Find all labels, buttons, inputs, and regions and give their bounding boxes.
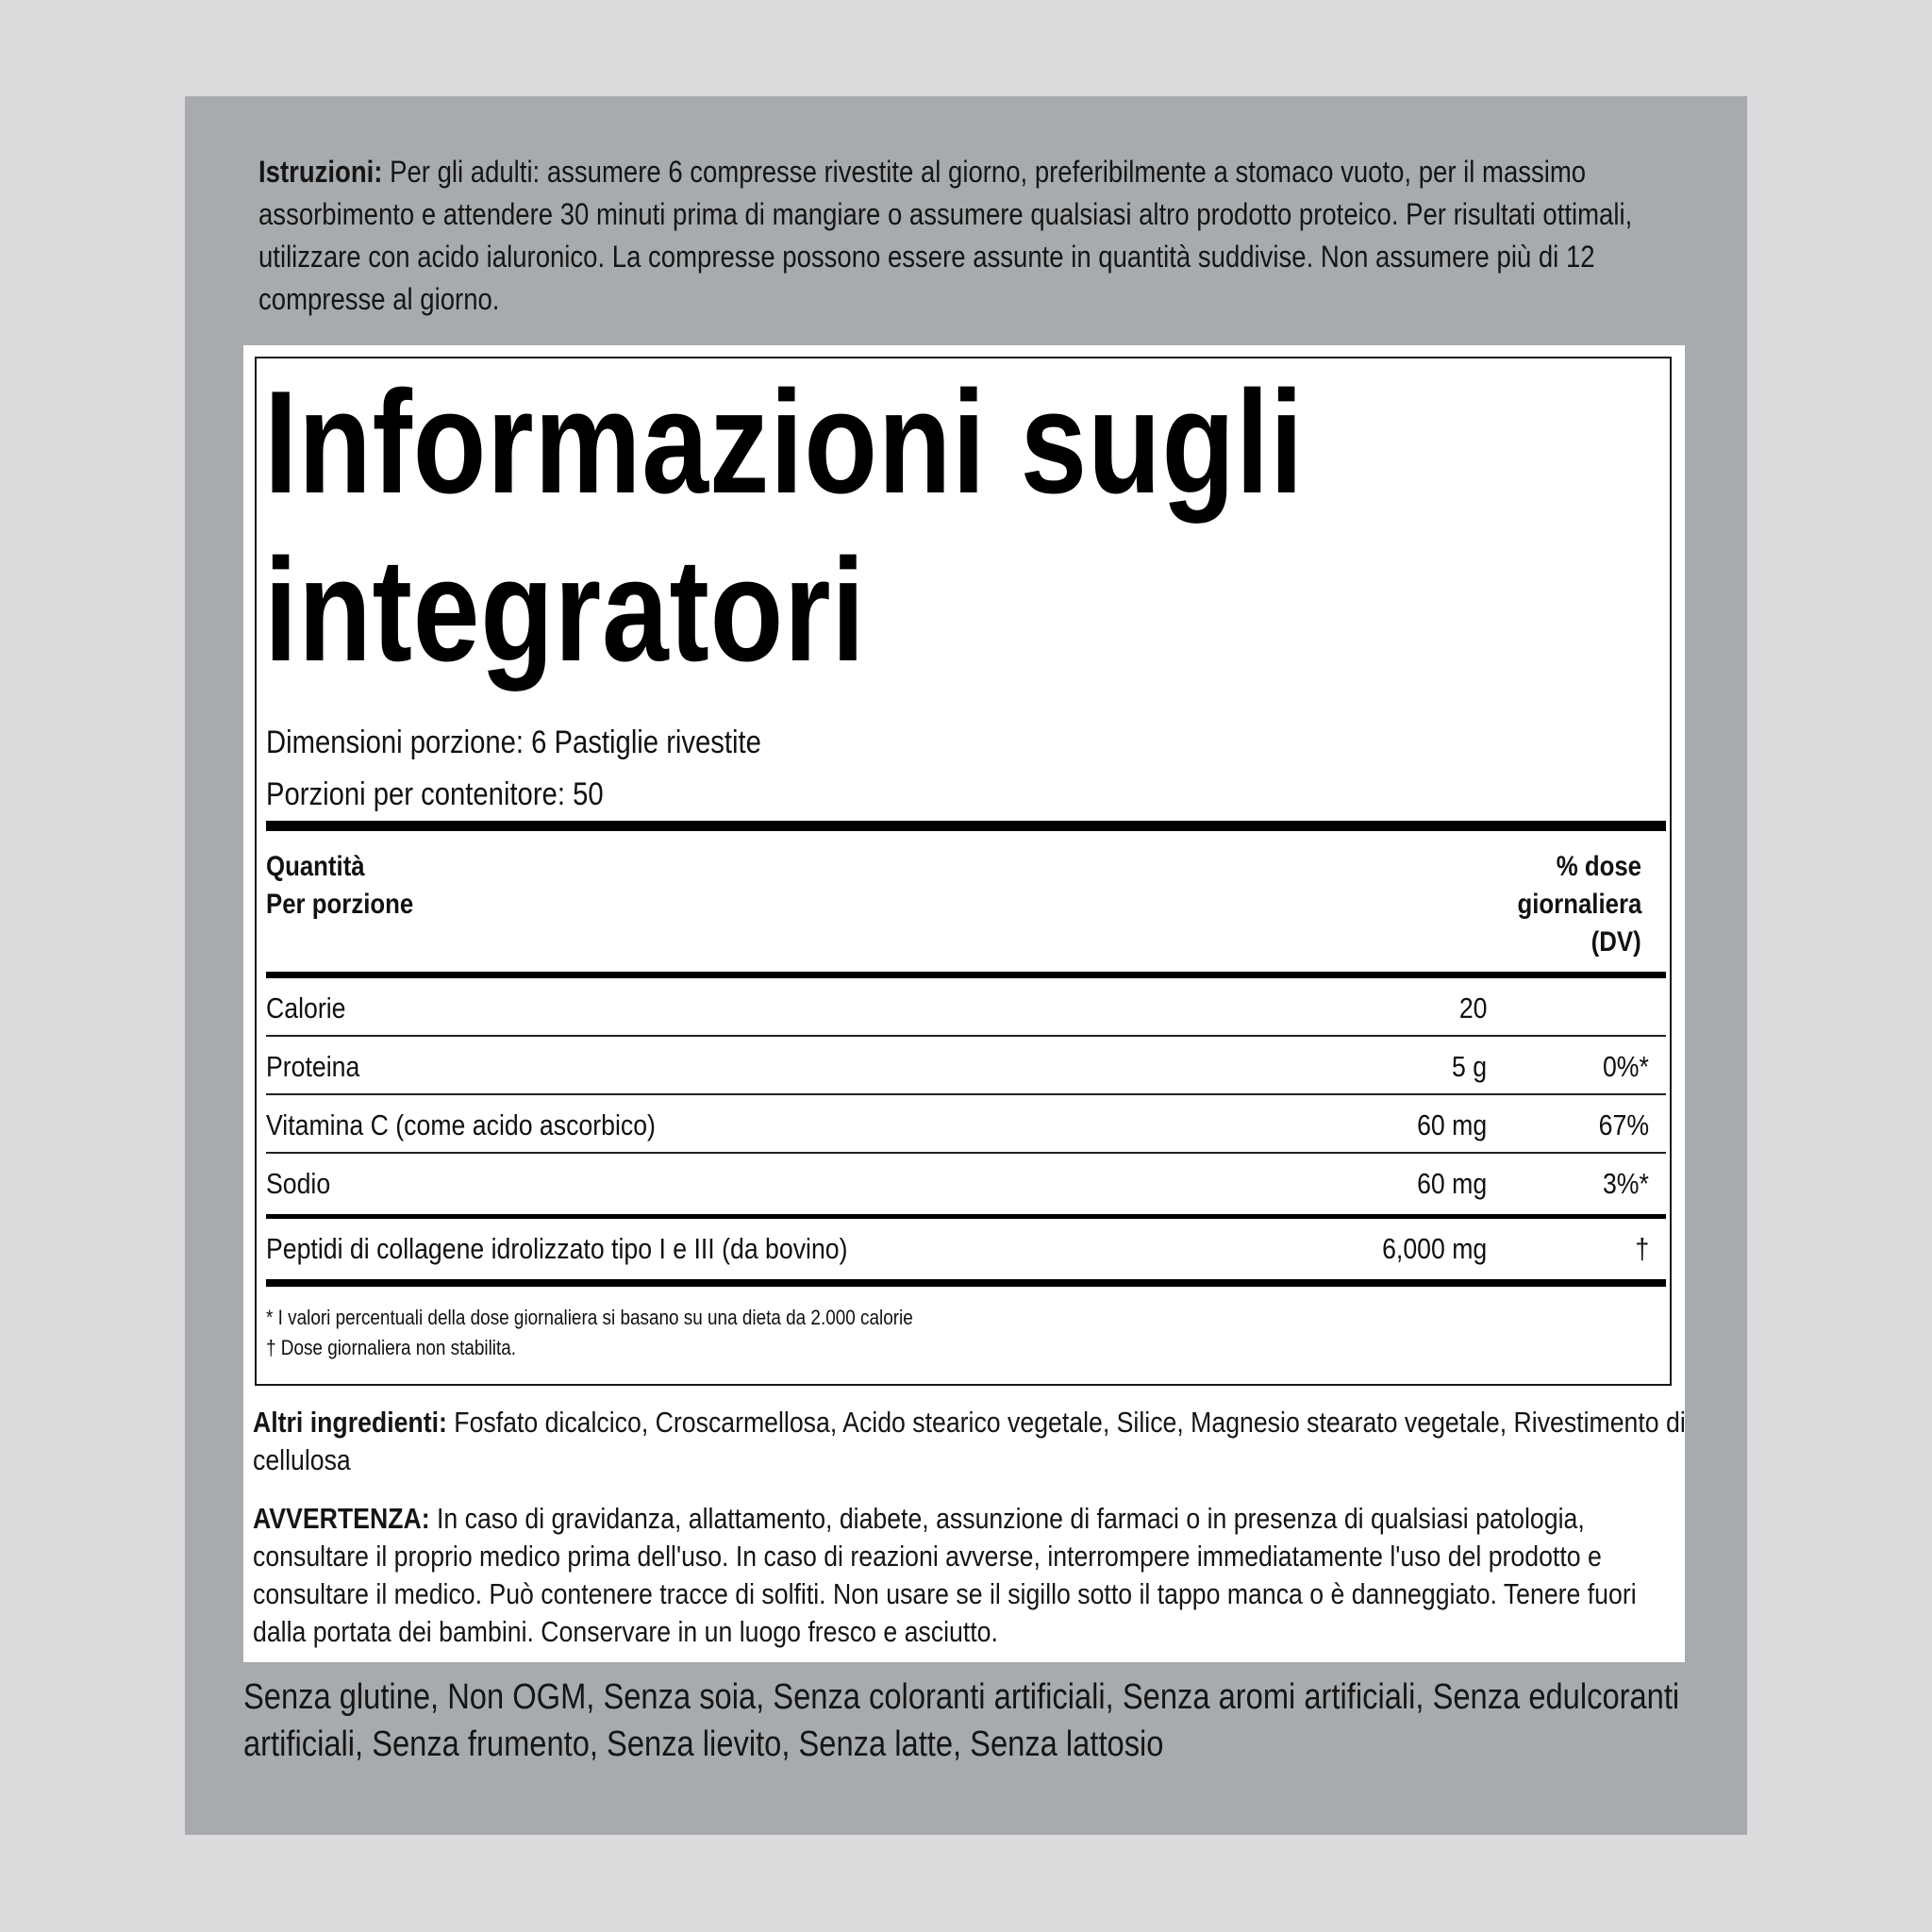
table-row: [266, 978, 1666, 1037]
header-dv-2: giornaliera: [1517, 889, 1641, 920]
other-ingredients-text: Fosfato dicalcico, Croscarmellosa, Acido stearico vegetale, Silice, Magnesio stearato vegetale, Rivestimento di cellulosa: [253, 1406, 1686, 1476]
table-row: [266, 1219, 1666, 1277]
instructions-paragraph: [258, 151, 1638, 321]
nutrient-amount: 60 mg: [1416, 1108, 1487, 1141]
footnote-dagger: † Dose giornaliera non stabilita.: [266, 1336, 517, 1359]
nutrient-dv: 67%: [1598, 1108, 1649, 1141]
nutrient-name: Calorie: [266, 991, 346, 1024]
free-from-claims: Senza glutine, Non OGM, Senza soia, Senza coloranti artificiali, Senza aromi artificiali, Senza edulcoranti artificiali, Senza frumento, Senza lievito, Senza latte, Senza lattosio: [243, 1677, 1680, 1764]
header-rule: [266, 972, 1666, 978]
header-per-serving: Per porzione: [266, 889, 414, 920]
other-ingredients-label: Altri ingredienti:: [253, 1406, 447, 1439]
nutrient-amount: 60 mg: [1416, 1167, 1487, 1200]
warning-label: AVVERTENZA:: [253, 1502, 430, 1535]
other-ingredients: [253, 1404, 1689, 1479]
servings-per-container: Porzioni per contenitore: 50: [266, 776, 604, 812]
label-panel: [185, 96, 1747, 1835]
bottom-rule: [266, 1279, 1666, 1287]
header-dv-3: (DV): [1591, 926, 1641, 958]
nutrient-dv: †: [1635, 1232, 1649, 1265]
warning-text: In caso di gravidanza, allattamento, diabete, assunzione di farmaci o in presenza di qualsiasi patologia, consultare il proprio medico prima dell'uso. In caso di reazioni avverse, interrompere immediatamente l'uso del prodotto e consultare il medico. Può contenere tracce di solfiti. Non usare se il sigillo sotto il tappo manca o è danneggiato. Tenere fuori dalla portata dei bambini. Conservare in un luogo fresco e asciutto.: [253, 1502, 1637, 1648]
nutrient-name: Vitamina C (come acido ascorbico): [266, 1108, 656, 1141]
serving-size: Dimensioni porzione: 6 Pastiglie rivestite: [266, 724, 761, 760]
table-row: [266, 1037, 1666, 1095]
nutrient-name: Sodio: [266, 1167, 331, 1200]
thick-rule: [266, 821, 1666, 831]
white-label-area: [243, 345, 1685, 1662]
table-row: [266, 1095, 1666, 1154]
nutrient-name: Proteina: [266, 1050, 360, 1083]
nutrient-dv: 0%*: [1603, 1050, 1649, 1083]
facts-title: Informazioni sugli integratori: [264, 360, 1305, 691]
table-row: [266, 1154, 1666, 1210]
nutrient-name: Peptidi di collagene idrolizzato tipo I e III (da bovino): [266, 1232, 848, 1265]
nutrient-amount: 20: [1458, 991, 1487, 1024]
footnote-daily-value: * I valori percentuali della dose giornaliera si basano su una dieta da 2.000 calorie: [266, 1306, 913, 1329]
warning: [253, 1500, 1689, 1651]
header-amount: Quantità: [266, 851, 365, 882]
instructions-text: Per gli adulti: assumere 6 compresse rivestite al giorno, preferibilmente a stomaco vuoto, per il massimo assorbimento e attendere 30 minuti prima di mangiare o assumere qualsiasi altro prodotto proteico. Per risultati ottimali, utilizzare con acido ialuronico. La compresse possono essere assunte in quantità suddivise. Non assumere più di 12 compresse al giorno.: [258, 155, 1633, 316]
supplement-facts-box: [255, 357, 1672, 1386]
header-dv-1: % dose: [1556, 851, 1641, 882]
nutrient-amount: 5 g: [1451, 1050, 1487, 1083]
instructions-label: Istruzioni:: [258, 155, 383, 189]
nutrient-dv: 3%*: [1603, 1167, 1649, 1200]
nutrient-amount: 6,000 mg: [1381, 1232, 1487, 1265]
